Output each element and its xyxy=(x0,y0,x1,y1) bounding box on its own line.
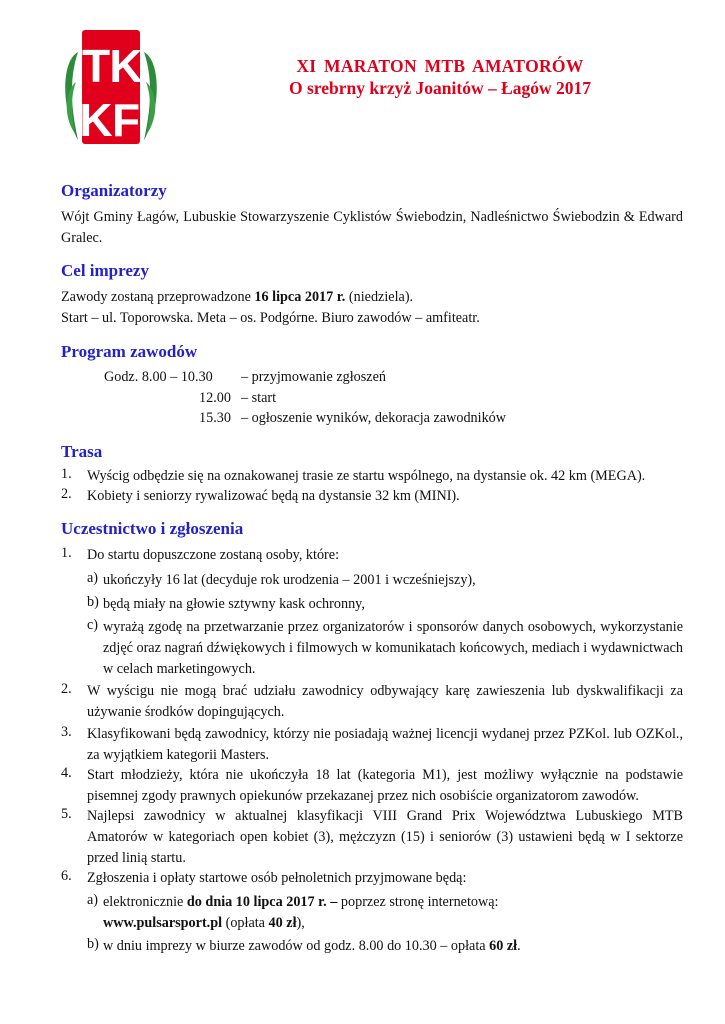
ucz-6b-fee-amount: 60 zł xyxy=(489,938,518,954)
heading-trasa: Trasa xyxy=(61,442,103,461)
cel-line-1 xyxy=(61,287,683,308)
ucz-6a-fee1: (opłata xyxy=(222,915,269,931)
ucz-6a-url-line xyxy=(103,913,683,934)
ucz-6a-letter: a) xyxy=(87,892,99,908)
ucz-sub-c: wyrażą zgodę na przetwarzanie przez organizatorów i sponsorów danych osobowych, wykorzystanie zdjęć oraz nagrań dźwiękowych i filmowych w komunikatach końcowych, mediach i wydawnictwach w celach marketingowych. xyxy=(103,619,683,677)
program-time-3: 15.30 xyxy=(199,410,231,426)
ucz-6a-text2: poprzez stronę internetową: xyxy=(337,894,499,910)
ucz-6b-line xyxy=(103,936,683,957)
ucz-num-2: 2. xyxy=(61,681,72,697)
trasa-num-2: 2. xyxy=(61,486,72,502)
ucz-item-1: Do startu dopuszczone zostaną osoby, które: xyxy=(87,547,340,563)
ucz-sub-b: będą miały na głowie sztywny kask ochronny, xyxy=(103,596,365,612)
ucz-sub-a-letter: a) xyxy=(87,570,99,586)
heading-uczestnictwo: Uczestnictwo i zgłoszenia xyxy=(61,519,244,538)
ucz-item-3: Klasyfikowani będą zawodnicy, którzy nie posiadają ważnej licencji wydanej przez PZKol. lub OZKol., za wyjątkiem kategorii Masters. xyxy=(87,726,683,763)
ucz-6a-fee-amount: 40 zł xyxy=(268,915,297,931)
ucz-num-1: 1. xyxy=(61,545,72,561)
ucz-6b-letter: b) xyxy=(87,936,99,952)
ucz-item-2: W wyścigu nie mogą brać udziału zawodnicy odbywający karę zawieszenia lub dyskwalifikacji za używanie środków dopingujących. xyxy=(87,683,683,720)
page-title: XI MARATON MTB AMATORÓW xyxy=(296,56,584,76)
pulsarsport-link[interactable]: www.pulsarsport.pl xyxy=(103,915,223,931)
trasa-num-1: 1. xyxy=(61,466,72,482)
logo-letter-t: T xyxy=(81,40,111,92)
ucz-item-4: Start młodzieży, która nie ukończyła 18 lat (kategoria M1), jest możliwy wyłącznie na podstawie pisemnej zgody prawnych opiekunów przekazanej przez nich osobiście organizatorom zawodów. xyxy=(87,767,683,804)
cel-line-2: Start – ul. Toporowska. Meta – os. Podgórne. Biuro zawodów – amfiteatr. xyxy=(61,310,480,326)
logo-letter-f: F xyxy=(111,94,141,146)
ucz-6b-text: w dniu imprezy w biurze zawodów od godz. 8.00 do 10.30 – opłata xyxy=(103,938,490,954)
ucz-6a-fee2: ), xyxy=(296,915,305,931)
ucz-6a-deadline: do dnia 10 lipca 2017 r. – xyxy=(186,894,338,910)
ucz-6a-text1: elektronicznie xyxy=(103,894,187,910)
trasa-item-2: Kobiety i seniorzy rywalizować będą na dystansie 32 km (MINI). xyxy=(87,488,460,504)
heading-organizatorzy: Organizatorzy xyxy=(61,181,167,200)
heading-cel-imprezy: Cel imprezy xyxy=(61,261,149,280)
ucz-num-6: 6. xyxy=(61,868,72,884)
logo-letter-k2: K xyxy=(79,94,113,146)
ucz-6b-end: . xyxy=(517,938,521,954)
ucz-item-5: Najlepsi zawodnicy w aktualnej klasyfikacji VIII Grand Prix Województwa Lubuskiego MTB Amatorów w kategoriach open kobiet (3), mężczyzn (15) i seniorów (3) ustawieni będą w I sektorze przed linią startu. xyxy=(87,808,683,866)
ucz-num-5: 5. xyxy=(61,806,72,822)
cel-text-a: Zawody zostaną przeprowadzone xyxy=(61,289,255,305)
program-time-2: 12.00 xyxy=(199,390,231,406)
program-desc-1: – przyjmowanie zgłoszeń xyxy=(241,369,386,385)
cel-text-c: (niedziela). xyxy=(345,289,414,305)
ucz-sub-b-letter: b) xyxy=(87,594,99,610)
title-block xyxy=(240,56,640,99)
logo-letter-k1: K xyxy=(109,40,143,92)
page-subtitle: O srebrny krzyż Joanitów – Łagów 2017 xyxy=(288,78,592,98)
heading-program: Program zawodów xyxy=(61,342,198,361)
ucz-sub-a: ukończyły 16 lat (decyduje rok urodzenia – 2001 i wcześniejszy), xyxy=(103,572,476,588)
program-desc-2: – start xyxy=(241,390,277,406)
ucz-item-6: Zgłoszenia i opłaty startowe osób pełnoletnich przyjmowane będą: xyxy=(87,870,467,886)
ucz-sub-c-letter: c) xyxy=(87,617,99,633)
cel-date: 16 lipca 2017 r. xyxy=(254,289,346,305)
program-time-1: Godz. 8.00 – 10.30 xyxy=(104,369,213,385)
ucz-num-3: 3. xyxy=(61,724,72,740)
ucz-num-4: 4. xyxy=(61,765,72,781)
ucz-6a-line xyxy=(103,892,683,913)
organizatorzy-text: Wójt Gminy Łagów, Lubuskie Stowarzyszenie Cyklistów Świebodzin, Nadleśnictwo Świebodzin & Edward Gralec. xyxy=(61,209,683,246)
trasa-item-1: Wyścig odbędzie się na oznakowanej trasie ze startu wspólnego, na dystansie ok. 42 km (MEGA). xyxy=(87,468,646,484)
program-desc-3: – ogłoszenie wyników, dekoracja zawodników xyxy=(241,410,507,426)
tkkf-logo xyxy=(58,22,164,150)
